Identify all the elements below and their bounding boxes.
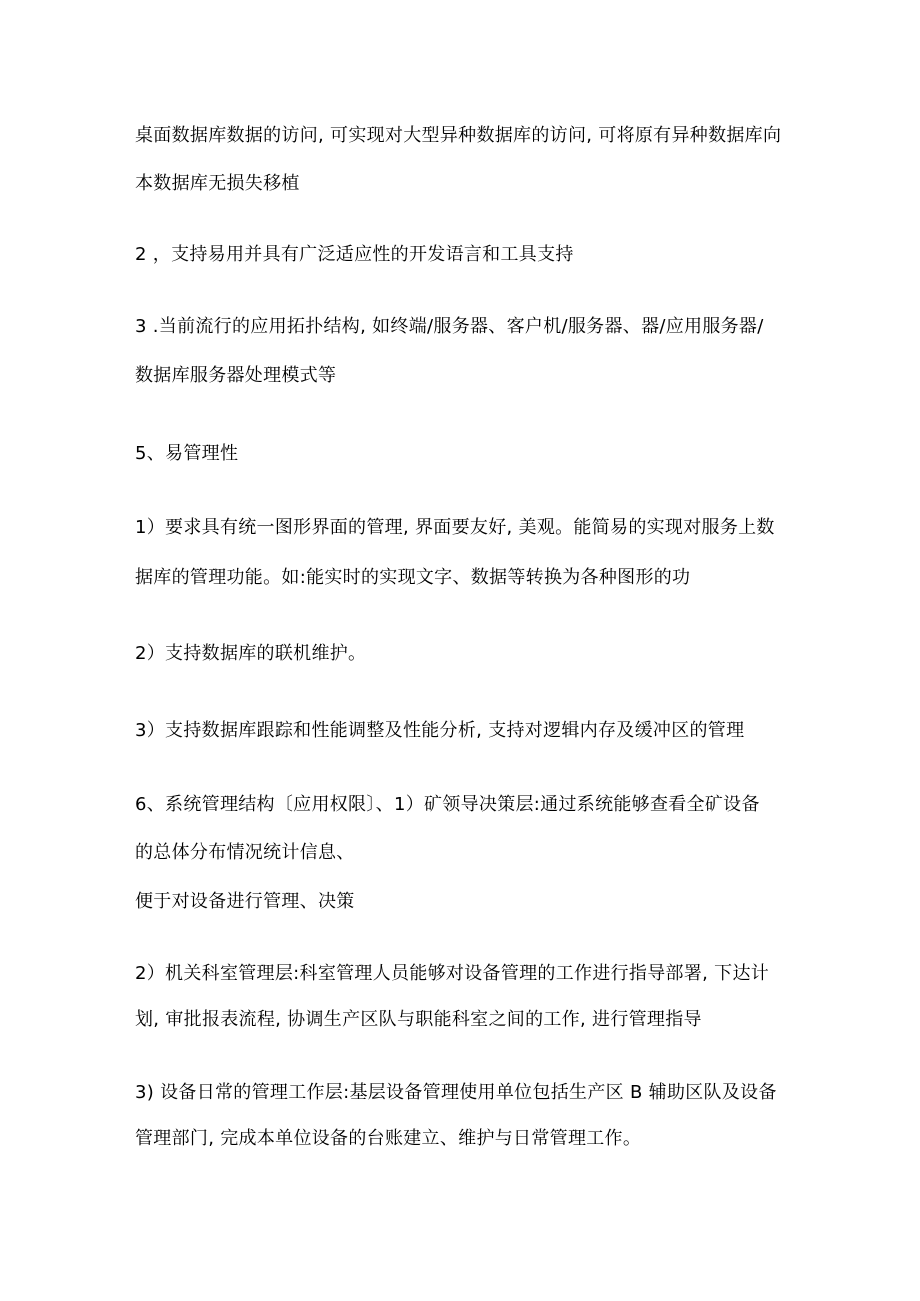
text-line-2: 本数据库无损失移植 — [135, 173, 300, 194]
text-line-13: 便于对设备进行管理、决策 — [135, 891, 355, 912]
text-line-5: 数据库服务器处理模式等 — [135, 365, 337, 386]
text-line-14: 2）机关科室管理层:科室管理人员能够对设备管理的工作进行指导部署, 下达计 — [135, 963, 770, 984]
text-line-7: 1）要求具有统一图形界面的管理, 界面要友好, 美观。能简易的实现对服务上数 — [135, 517, 775, 538]
text-line-1: 桌面数据库数据的访问, 可实现对大型异种数据库的访问, 可将原有异种数据库向 — [135, 125, 782, 146]
text-line-16: 3) 设备日常的管理工作层:基层设备管理使用单位包括生产区 B 辅助区队及设备 — [135, 1082, 777, 1103]
text-line-3: 2 ，支持易用并具有广泛适应性的开发语言和工具支持 — [135, 244, 574, 265]
text-line-15: 划, 审批报表流程, 协调生产区队与职能科室之间的工作, 进行管理指导 — [135, 1009, 702, 1030]
text-line-12: 的总体分布情况统计信息、 — [135, 842, 355, 863]
text-line-8: 据库的管理功能。如:能实时的实现文字、数据等转换为各种图形的功 — [135, 567, 691, 588]
section-heading-5: 5、易管理性 — [135, 443, 239, 464]
text-line-11: 6、系统管理结构〔应用权限〕、1）矿领导决策层:通过系统能够查看全矿设备 — [135, 794, 760, 815]
text-line-17: 管理部门, 完成本单位设备的台账建立、维护与日常管理工作。 — [135, 1128, 642, 1149]
text-line-9: 2）支持数据库的联机维护。 — [135, 643, 367, 664]
text-line-10: 3）支持数据库跟踪和性能调整及性能分析, 支持对逻辑内存及缓冲区的管理 — [135, 720, 745, 741]
text-line-4: 3 .当前流行的应用拓扑结构, 如终端/服务器、客户机/服务器、器/应用服务器/ — [135, 316, 764, 337]
